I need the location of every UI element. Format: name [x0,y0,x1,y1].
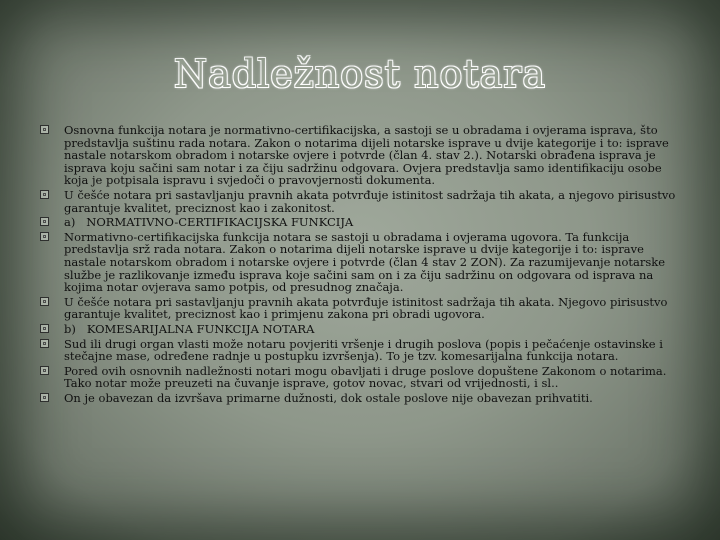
bullet-icon [40,339,49,348]
list-item-text: On je obavezan da izvršava primarne dužnosti, dok ostale poslove nije obavezan prihvatiti. [64,390,593,405]
slide-title: Nadležnost notara [173,52,547,96]
list-item-text: Osnovna funkcija notara je normativno-certifikacijska, a sastoji se u obradama i ovjerama isprava, što predstavlja suštinu rada notara. Zakon o notarima dijeli notarske isprave u dvije kategorije i to: isprave nastale notarskom obradom i notarske ovjere i potvrde (član 4. stav 2.). Notarski obrađena isprava je isprava koju sačini sam notar i za čiju sadržinu odgovara. Ovjera predstavlja samo identifikaciju osobe koja je potpisala ispravu i svjedoči o pravovjernosti dokumenta. [64,123,669,188]
bullet-icon [40,217,49,226]
list-item-text: U češće notara pri sastavljanju pravnih akata potvrđuje istinitost sadržaja tih akata, a njegovo pirisustvo garantuje kvalitet, preciznost kao i zakonitost. [64,187,676,215]
bullet-list [40,124,676,406]
bullet-icon [40,393,49,402]
list-item [40,338,676,363]
list-item [40,124,676,187]
list-item-text: Normativno-certifikacijska funkcija notara se sastoji u obradama i ovjerama ugovora. Ta funkcija predstavlja srž rada notara. Zakon o notarima dijeli notarske isprave u dvije kategorije i to: isprave nastale notarskom obradom i notarske ovjere i potvrde (član 4 stav 2 ZON). Za razumijevanje notarske službe je razlikovanje između isprava koje sačini sam on i za čiju sadržinu on odgovara od isprava na kojima notar ovjerava samo potpis, od presudnog značaja. [64,229,666,295]
bullet-icon [40,366,49,375]
list-item [40,216,676,229]
list-item [40,323,676,336]
list-item-text: U češće notara pri sastavljanju pravnih akata potvrđuje istinitost sadržaja tih akata. Njegovo pirisustvo garantuje kvalitet, preciznost kao i primjenu zakona pri obradi ugovora. [64,294,668,322]
list-item-text: a) NORMATIVNO-CERTIFIKACIJSKA FUNKCIJA [64,215,354,230]
list-item-text: Pored ovih osnovnih nadležnosti notari mogu obavljati i druge poslove dopuštene Zakonom o notarima. Tako notar može preuzeti na čuvanje isprave, gotov novac, stvari od vrijednosti, i sl.. [64,363,667,391]
list-item [40,365,676,390]
bullet-icon [40,297,49,306]
list-item [40,296,676,321]
list-item-text: Sud ili drugi organ vlasti može notaru povjeriti vršenje i drugih poslova (popis i pečaćenje ostavinske i stečajne mase, određene radnje u postupku izvršenja). To je tzv. komesarijalna funkcija notara. [64,336,663,364]
bullet-icon [40,190,49,199]
list-item [40,189,676,214]
list-item-text: b) KOMESARIJALNA FUNKCIJA NOTARA [64,321,315,336]
bullet-icon [40,232,49,241]
bullet-icon [40,324,49,333]
bullet-icon [40,125,49,134]
list-item [40,392,676,405]
list-item [40,231,676,294]
